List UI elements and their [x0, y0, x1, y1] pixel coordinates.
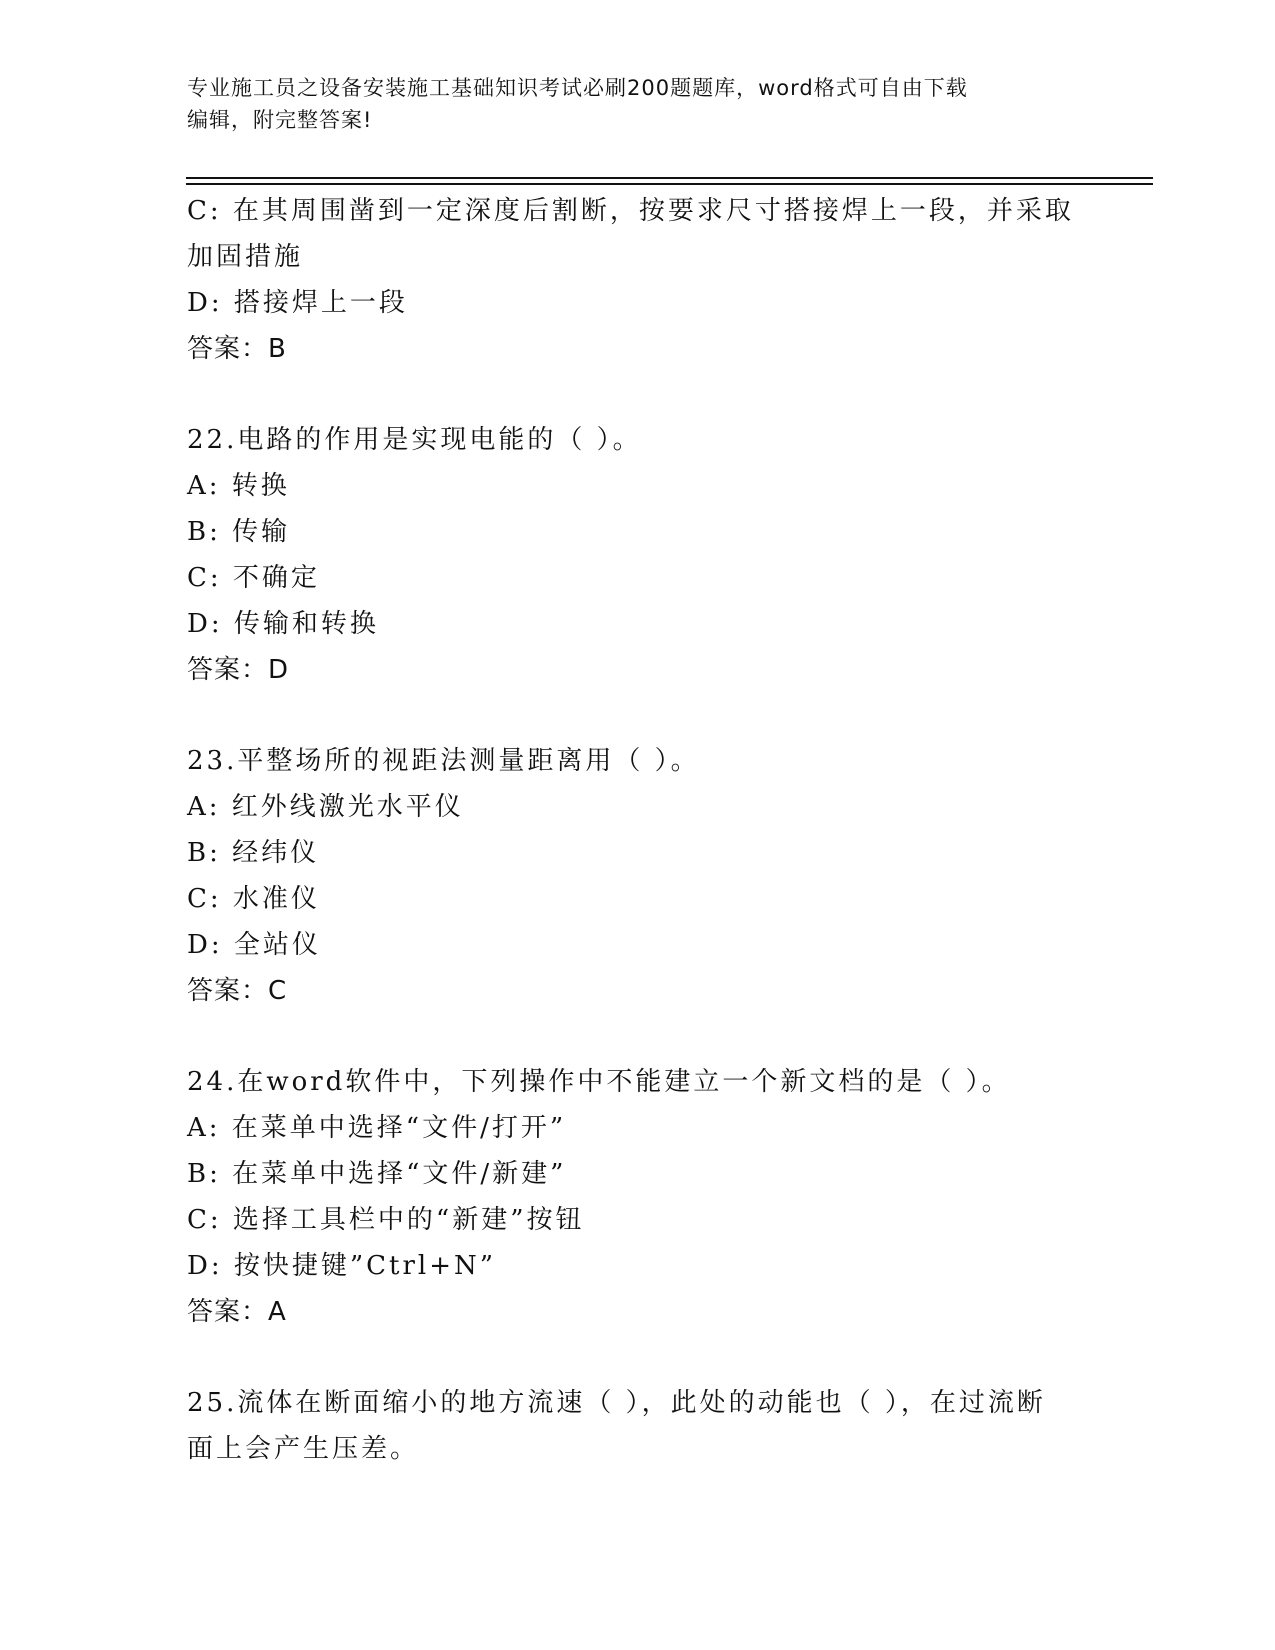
answer: 答案：C [187, 976, 288, 1006]
question-25 [187, 1380, 1087, 1472]
header-divider-top [186, 177, 1153, 179]
header-divider-bottom [186, 183, 1153, 185]
question-list [187, 188, 1087, 1472]
option-a: A: 在菜单中选择“文件/打开” [187, 1113, 567, 1143]
option-b: B: 经纬仪 [187, 838, 320, 868]
question-23 [187, 738, 1087, 1014]
question-24 [187, 1059, 1087, 1335]
answer: 答案：A [187, 1297, 287, 1327]
question-text-line-1: 25.流体在断面缩小的地方流速（ ），此处的动能也（ ），在过流断 [187, 1388, 1046, 1418]
header-title-line-1: 专业施工员之设备安装施工基础知识考试必刷200题题库，word格式可自由下载 [187, 76, 968, 100]
answer: 答案：D [187, 655, 290, 685]
question-text: 23.平整场所的视距法测量距离用（ ）。 [187, 746, 700, 776]
answer: 答案：B [187, 334, 287, 364]
question-21-tail [187, 188, 1087, 372]
option-b: B: 传输 [187, 517, 291, 547]
option-c-line-1: C: 在其周围凿到一定深度后割断，按要求尺寸搭接焊上一段，并采取 [187, 196, 1074, 226]
document-header [187, 72, 1087, 136]
option-a: A: 红外线激光水平仪 [187, 792, 464, 822]
question-text-line-2: 面上会产生压差。 [187, 1434, 420, 1464]
header-title-line-2: 编辑，附完整答案! [187, 108, 373, 132]
option-a: A: 转换 [187, 471, 290, 501]
option-d: D: 全站仪 [187, 930, 321, 960]
question-text: 22.电路的作用是实现电能的（ ）。 [187, 425, 642, 455]
option-d: D: 传输和转换 [187, 609, 379, 639]
option-c: C: 选择工具栏中的“新建”按钮 [187, 1205, 585, 1235]
option-c: C: 不确定 [187, 563, 320, 593]
option-c-line-2: 加固措施 [187, 242, 304, 272]
option-d: D: 搭接焊上一段 [187, 288, 408, 318]
option-b: B: 在菜单中选择“文件/新建” [187, 1159, 567, 1189]
option-d: D: 按快捷键”Ctrl+N” [187, 1251, 497, 1281]
option-c: C: 水准仪 [187, 884, 320, 914]
question-22 [187, 417, 1087, 693]
question-text: 24.在word软件中，下列操作中不能建立一个新文档的是（ ）。 [187, 1067, 1011, 1097]
